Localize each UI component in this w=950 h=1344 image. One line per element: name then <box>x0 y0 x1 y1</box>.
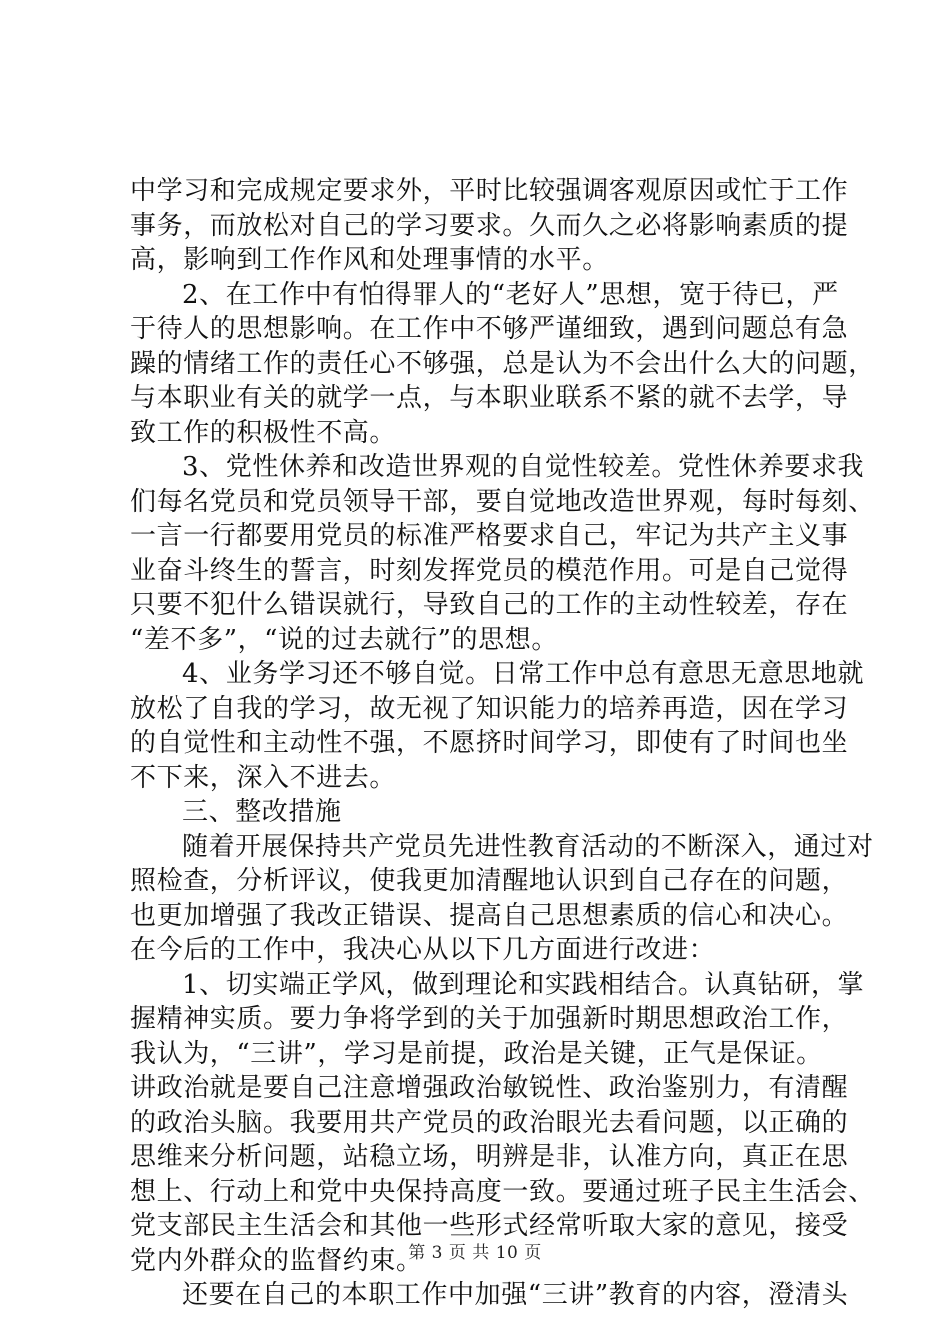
text-line: 3、党性休养和改造世界观的自觉性较差。党性休养要求我 <box>182 452 865 482</box>
text-line: 思维来分析问题，站稳立场，明辨是非，认准方向，真正在思 <box>130 1142 849 1172</box>
text-line: 于待人的思想影响。在工作中不够严谨细致，遇到问题总有急 <box>130 314 849 344</box>
paragraph-measure-1 <box>130 968 875 1279</box>
text-line: 党支部民主生活会和其他一些形式经常听取大家的意见，接受 <box>130 1211 849 1241</box>
document-body <box>130 174 875 1313</box>
text-line: 讲政治就是要自己注意增强政治敏锐性、政治鉴别力，有清醒 <box>130 1073 849 1103</box>
text-line: 我认为，“三讲”，学习是前提，政治是关键，正气是保证。 <box>130 1038 823 1069</box>
text-line: 与本职业有关的就学一点，与本职业联系不紧的就不去学，导 <box>130 383 849 413</box>
text-line: 党内外群众的监督约束。 <box>130 1245 423 1276</box>
paragraph-intro <box>130 830 874 968</box>
text-line: 随着开展保持共产党员先进性教育活动的不断深入，通过对 <box>182 831 874 862</box>
text-line: “差不多”，“说的过去就行”的思想。 <box>130 624 558 655</box>
text-line: 4、业务学习还不够自觉。日常工作中总有意思无意思地就 <box>182 659 865 689</box>
paragraph-item-3 <box>130 450 875 657</box>
text-line: 握精神实质。要力争将学到的关于加强新时期思想政治工作， <box>130 1004 849 1034</box>
text-line: 的政治头脑。我要用共产党员的政治眼光去看问题，以正确的 <box>130 1107 849 1138</box>
text-line: 2、在工作中有怕得罪人的“老好人”思想，宽于待已，严 <box>182 279 839 310</box>
paragraph-item-4 <box>130 657 865 795</box>
text-line: 照检查，分析评议，使我更加清醒地认识到自己存在的问题， <box>130 866 849 896</box>
text-line: 中学习和完成规定要求外，平时比较强调客观原因或忙于工作 <box>130 176 849 206</box>
paragraph-continued <box>130 1278 849 1313</box>
text-line: 业奋斗终生的誓言，时刻发挥党员的模范作用。可是自己觉得 <box>130 555 849 586</box>
text-line: 事务，而放松对自己的学习要求。久而久之必将影响素质的提 <box>130 210 849 241</box>
text-line: 躁的情绪工作的责任心不够强，总是认为不会出什么大的问题， <box>130 348 875 379</box>
text-line: 只要不犯什么错误就行，导致自己的工作的主动性较差，存在 <box>130 590 849 620</box>
text-line: 一言一行都要用党员的标准严格要求自己，牢记为共产主义事 <box>130 521 849 551</box>
text-line: 放松了自我的学习，故无视了知识能力的培养再造，因在学习 <box>130 693 849 724</box>
text-line: 也更加增强了我改正错误、提高自己思想素质的信心和决心。 <box>130 900 849 931</box>
section-heading-text: 三、整改措施 <box>182 797 342 827</box>
text-line: 想上、行动上和党中央保持高度一致。要通过班子民主生活会、 <box>130 1176 875 1207</box>
text-line: 们每名党员和党员领导干部，要自觉地改造世界观，每时每刻、 <box>130 486 875 517</box>
text-line: 不下来，深入不进去。 <box>130 762 397 793</box>
text-line: 还要在自己的本职工作中加强“三讲”教育的内容，澄清头 <box>182 1280 849 1310</box>
text-line: 1、切实端正学风，做到理论和实践相结合。认真钻研，掌 <box>182 969 865 1000</box>
text-line: 致工作的积极性不高。 <box>130 417 397 448</box>
page-number-label: 第 3 页 共 10 页 <box>408 1243 542 1263</box>
text-line: 在今后的工作中，我决心从以下几方面进行改进： <box>130 935 716 965</box>
section-heading <box>130 795 830 830</box>
page-footer <box>0 1238 950 1263</box>
paragraph-continuation <box>130 174 849 278</box>
text-line: 高，影响到工作作风和处理事情的水平。 <box>130 245 609 275</box>
text-line: 的自觉性和主动性不强，不愿挤时间学习，即使有了时间也坐 <box>130 728 849 758</box>
paragraph-item-2 <box>130 278 875 451</box>
